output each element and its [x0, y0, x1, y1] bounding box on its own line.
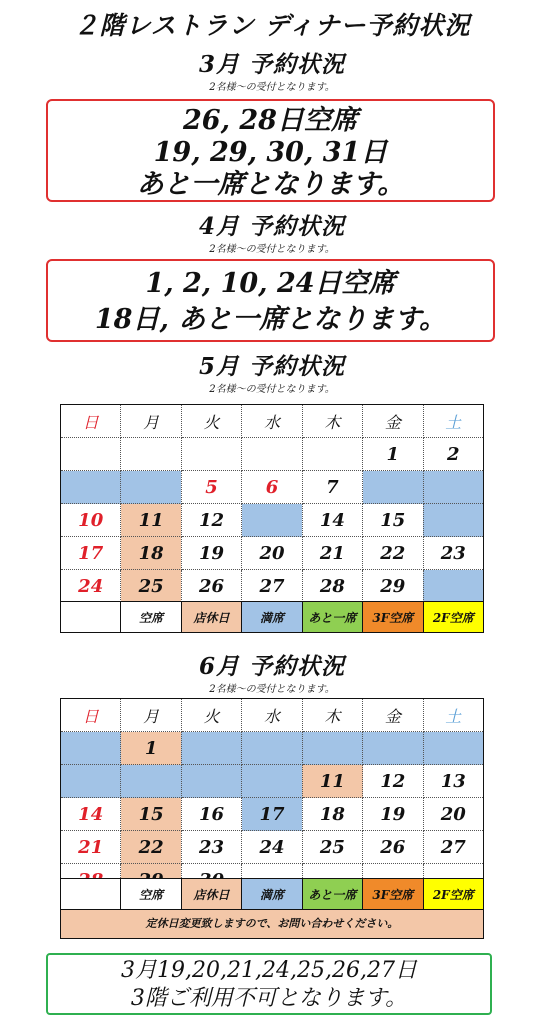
calendar-day: 7	[302, 471, 362, 504]
calendar-day: 18	[302, 798, 362, 831]
calendar-day: 13	[423, 765, 483, 798]
calendar-day	[242, 732, 302, 765]
weekday-fri: 金	[363, 699, 423, 732]
june-legend	[60, 878, 484, 910]
may-legend	[60, 601, 484, 633]
june-heading: 6月 予約状況	[198, 653, 345, 680]
calendar-day	[121, 765, 181, 798]
calendar-day: 18	[121, 537, 181, 570]
calendar-day	[61, 438, 121, 471]
calendar-day	[121, 438, 181, 471]
june-week-1	[61, 732, 484, 765]
calendar-day	[302, 438, 362, 471]
may-week-3	[61, 504, 484, 537]
may-week-2	[61, 471, 484, 504]
april-availability-box	[46, 259, 495, 342]
legend-2f-vacant: 2F空席	[423, 602, 483, 633]
legend-vacant: 空席	[121, 879, 181, 910]
calendar-day	[423, 570, 483, 603]
calendar-day: 27	[423, 831, 483, 864]
june-calendar	[60, 698, 484, 897]
calendar-day: 29	[363, 570, 423, 603]
weekday-wed: 水	[242, 699, 302, 732]
may-week-4	[61, 537, 484, 570]
calendar-day	[181, 438, 241, 471]
calendar-day: 20	[242, 537, 302, 570]
weekday-tue: 火	[181, 699, 241, 732]
calendar-day	[61, 765, 121, 798]
calendar-day: 14	[302, 504, 362, 537]
legend-closed-day: 店休日	[181, 602, 241, 633]
june-week-3	[61, 798, 484, 831]
calendar-day	[242, 765, 302, 798]
calendar-day: 23	[423, 537, 483, 570]
calendar-day: 1	[363, 438, 423, 471]
legend-blank	[61, 879, 121, 910]
calendar-day	[363, 732, 423, 765]
may-heading: 5月 予約状況	[198, 353, 345, 380]
april-line-1: 1, 2, 10, 24日空席	[145, 268, 396, 299]
legend-3f-vacant: 3F空席	[363, 602, 423, 633]
legend-full: 満席	[242, 879, 302, 910]
calendar-day: 11	[121, 504, 181, 537]
weekday-mon: 月	[121, 405, 181, 438]
weekday-sat: 土	[423, 699, 483, 732]
calendar-day: 28	[302, 570, 362, 603]
calendar-day	[181, 732, 241, 765]
calendar-day: 22	[121, 831, 181, 864]
weekday-wed: 水	[242, 405, 302, 438]
calendar-day: 25	[302, 831, 362, 864]
legend-one-seat: あと一席	[302, 602, 362, 633]
calendar-day: 1	[121, 732, 181, 765]
april-line-2: 18日, あと一席となります。	[94, 304, 447, 335]
weekday-sat: 土	[423, 405, 483, 438]
calendar-day: 20	[423, 798, 483, 831]
weekday-thu: 木	[302, 699, 362, 732]
calendar-day: 6	[242, 471, 302, 504]
june-weekday-row	[61, 699, 484, 732]
calendar-day: 5	[181, 471, 241, 504]
calendar-day	[302, 732, 362, 765]
legend-one-seat: あと一席	[302, 879, 362, 910]
calendar-day: 23	[181, 831, 241, 864]
weekday-sun: 日	[61, 699, 121, 732]
may-week-1	[61, 438, 484, 471]
calendar-day: 22	[363, 537, 423, 570]
march-heading: 3月 予約状況	[198, 51, 345, 78]
calendar-day: 15	[363, 504, 423, 537]
weekday-thu: 木	[302, 405, 362, 438]
calendar-day: 21	[61, 831, 121, 864]
calendar-day: 24	[61, 570, 121, 603]
calendar-day: 25	[121, 570, 181, 603]
may-calendar	[60, 404, 484, 603]
calendar-day	[242, 504, 302, 537]
june-note: 2名様～の受付となります。	[209, 684, 335, 695]
june-week-2	[61, 765, 484, 798]
calendar-day	[423, 471, 483, 504]
legend-blank	[61, 602, 121, 633]
calendar-day	[242, 438, 302, 471]
calendar-day	[181, 765, 241, 798]
calendar-day: 19	[181, 537, 241, 570]
calendar-day: 24	[242, 831, 302, 864]
footer-line-1: 3月19,20,21,24,25,26,27日	[121, 958, 417, 983]
calendar-day: 21	[302, 537, 362, 570]
weekday-fri: 金	[363, 405, 423, 438]
weekday-sun: 日	[61, 405, 121, 438]
march-availability-box	[46, 99, 495, 202]
march-line-3: あと一席となります。	[136, 169, 405, 200]
weekday-tue: 火	[181, 405, 241, 438]
april-heading: 4月 予約状況	[198, 213, 345, 240]
march-line-1: 26, 28日空席	[183, 105, 358, 136]
calendar-day: 15	[121, 798, 181, 831]
legend-3f-vacant: 3F空席	[363, 879, 423, 910]
calendar-day	[423, 504, 483, 537]
calendar-day: 10	[61, 504, 121, 537]
calendar-day: 17	[61, 537, 121, 570]
footer-line-2: 3階ご利用不可となります。	[130, 986, 408, 1011]
calendar-day: 14	[61, 798, 121, 831]
march-note: 2名様～の受付となります。	[209, 82, 335, 93]
may-weekday-row	[61, 405, 484, 438]
page-title: ２階レストラン ディナー予約状況	[73, 11, 471, 40]
may-week-5	[61, 570, 484, 603]
calendar-day: 11	[302, 765, 362, 798]
calendar-day: 26	[181, 570, 241, 603]
calendar-day: 12	[181, 504, 241, 537]
april-note: 2名様～の受付となります。	[209, 244, 335, 255]
third-floor-notice-box	[46, 953, 492, 1015]
legend-full: 満席	[242, 602, 302, 633]
calendar-day: 27	[242, 570, 302, 603]
closing-day-notice: 定休日変更致しますので、お問い合わせください。	[60, 909, 484, 939]
legend-2f-vacant: 2F空席	[423, 879, 483, 910]
weekday-mon: 月	[121, 699, 181, 732]
calendar-day	[423, 732, 483, 765]
calendar-day: 16	[181, 798, 241, 831]
june-week-4	[61, 831, 484, 864]
legend-closed-day: 店休日	[181, 879, 241, 910]
calendar-day: 17	[242, 798, 302, 831]
calendar-day	[61, 471, 121, 504]
legend-vacant: 空席	[121, 602, 181, 633]
may-note: 2名様～の受付となります。	[209, 384, 335, 395]
calendar-day	[363, 471, 423, 504]
calendar-day	[61, 732, 121, 765]
calendar-day	[121, 471, 181, 504]
calendar-day: 26	[363, 831, 423, 864]
calendar-day: 19	[363, 798, 423, 831]
calendar-day: 12	[363, 765, 423, 798]
march-line-2: 19, 29, 30, 31日	[153, 137, 388, 168]
calendar-day: 2	[423, 438, 483, 471]
